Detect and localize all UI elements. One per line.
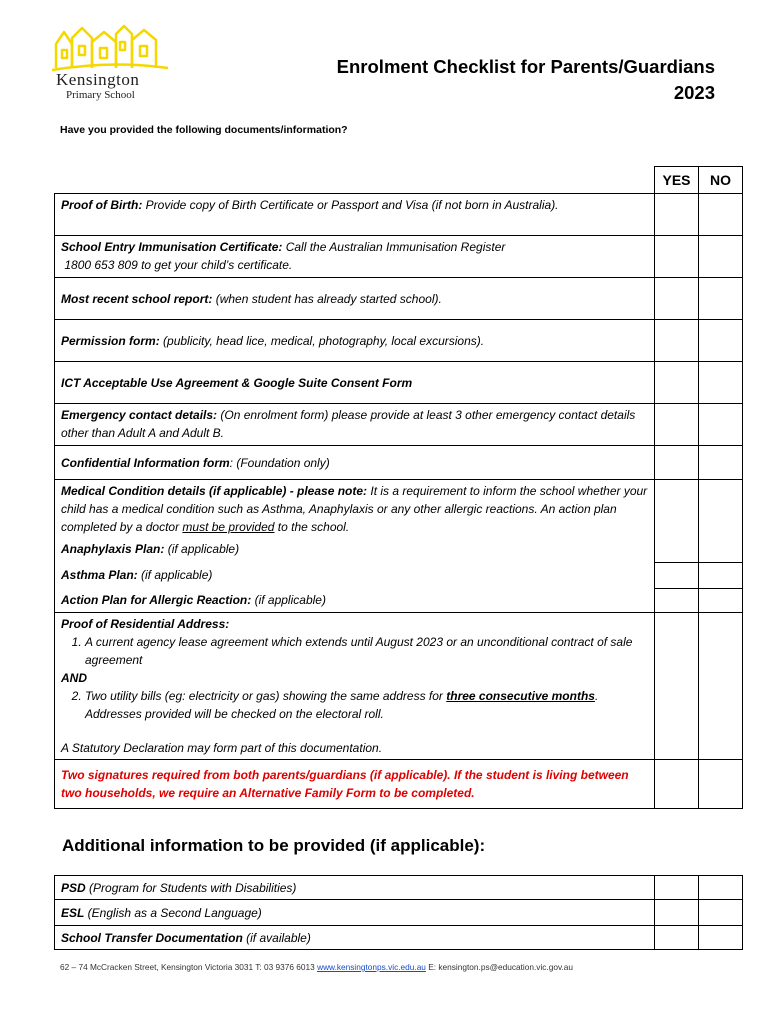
yes-checkbox[interactable] <box>655 900 699 926</box>
table-row <box>55 562 743 588</box>
yes-checkbox[interactable] <box>655 278 699 320</box>
psd-cell: PSD (Program for Students with Disabilities) <box>55 876 655 900</box>
yes-checkbox[interactable] <box>655 446 699 480</box>
yes-checkbox[interactable] <box>655 876 699 900</box>
yes-checkbox[interactable] <box>655 480 699 563</box>
no-checkbox[interactable] <box>699 446 743 480</box>
no-checkbox[interactable] <box>699 562 743 588</box>
no-checkbox[interactable] <box>699 926 743 950</box>
no-checkbox[interactable] <box>699 362 743 404</box>
table-row <box>55 876 743 900</box>
residential-item-2: 2. Two utility bills (eg: electricity or gas) showing the same address for three consecutive months. Addresses provided will be checked on the electoral roll. <box>85 687 648 723</box>
question-heading: Have you provided the following documents/information? <box>60 124 348 136</box>
school-logo <box>52 24 170 106</box>
page-title <box>337 54 715 106</box>
confidential-info-cell: Confidential Information form: (Foundation only) <box>55 446 655 480</box>
residential-address-cell: Proof of Residential Address: 1. A current agency lease agreement which extends until August 2023 or an unconditional contract of sale agreement AND 2. Two utility bills (eg: electricity or gas) showing the same address for three consecutive months. Addresses provided will be checked on the electoral roll. A Statutory Declaration may form part of this documentation. <box>55 612 655 759</box>
yes-checkbox[interactable] <box>655 926 699 950</box>
table-row <box>55 446 743 480</box>
proof-of-birth-cell: Proof of Birth: Provide copy of Birth Certificate or Passport and Visa (if not born in Australia). <box>55 194 655 236</box>
website-link[interactable]: www.kensingtonps.vic.edu.au <box>317 962 426 972</box>
checklist-table <box>54 166 743 809</box>
school-transfer-cell: School Transfer Documentation (if available) <box>55 926 655 950</box>
no-checkbox[interactable] <box>699 759 743 808</box>
table-row <box>55 900 743 926</box>
title-line-1: Enrolment Checklist for Parents/Guardians <box>336 56 715 77</box>
footer-address: 62 – 74 McCracken Street, Kensington Victoria 3031 T: 03 9376 6013 <box>60 962 318 972</box>
table-row <box>55 404 743 446</box>
yes-checkbox[interactable] <box>655 404 699 446</box>
no-checkbox[interactable] <box>699 404 743 446</box>
no-checkbox[interactable] <box>699 612 743 759</box>
header-blank-cell <box>55 167 655 194</box>
table-row <box>55 588 743 612</box>
no-checkbox[interactable] <box>699 320 743 362</box>
school-name: Kensington <box>56 70 140 89</box>
no-checkbox[interactable] <box>699 236 743 278</box>
table-row <box>55 538 743 562</box>
title-line-2: 2023 <box>673 82 715 103</box>
no-checkbox[interactable] <box>699 278 743 320</box>
asthma-cell: Asthma Plan: (if applicable) <box>55 562 655 588</box>
permission-form-cell: Permission form: (publicity, head lice, medical, photography, local excursions). <box>55 320 655 362</box>
additional-info-table <box>54 875 743 950</box>
yes-checkbox[interactable] <box>655 362 699 404</box>
yes-checkbox[interactable] <box>655 236 699 278</box>
yes-checkbox[interactable] <box>655 612 699 759</box>
yes-checkbox[interactable] <box>655 194 699 236</box>
page-footer <box>60 962 573 972</box>
table-header-row <box>55 167 743 194</box>
immunisation-cell: School Entry Immunisation Certificate: Call the Australian Immunisation Register 1800 653 809 to get your child’s certificate. <box>55 236 655 278</box>
footer-email: E: kensington.ps@education.vic.gov.au <box>425 962 574 972</box>
yes-checkbox[interactable] <box>655 588 699 612</box>
school-building-icon <box>52 24 170 72</box>
yes-checkbox[interactable] <box>655 320 699 362</box>
table-row <box>55 759 743 808</box>
yes-checkbox[interactable] <box>655 759 699 808</box>
signatures-cell: Two signatures required from both parents/guardians (if applicable). If the student is living between two households, we require an Alternative Family Form to be completed. <box>55 759 655 808</box>
table-row <box>55 926 743 950</box>
table-row <box>55 612 743 759</box>
medical-condition-cell: Medical Condition details (if applicable) - please note: It is a requirement to inform the school whether your child has a medical condition such as Asthma, Anaphylaxis or any other allergic reactions. An action plan completed by a doctor must be provided to the school. <box>55 480 655 539</box>
statutory-declaration-note: A Statutory Declaration may form part of this documentation. <box>61 740 383 755</box>
yes-checkbox[interactable] <box>655 562 699 588</box>
residential-item-1: 1. A current agency lease agreement which extends until August 2023 or an unconditional contract of sale agreement <box>85 633 648 669</box>
no-checkbox[interactable] <box>699 876 743 900</box>
table-row <box>55 236 743 278</box>
no-checkbox[interactable] <box>699 480 743 563</box>
school-subname: Primary School <box>66 89 135 101</box>
ict-agreement-cell: ICT Acceptable Use Agreement & Google Suite Consent Form <box>55 362 655 404</box>
allergic-reaction-cell: Action Plan for Allergic Reaction: (if applicable) <box>55 588 655 612</box>
no-checkbox[interactable] <box>699 588 743 612</box>
table-row <box>55 320 743 362</box>
table-row <box>55 278 743 320</box>
table-row <box>55 480 743 539</box>
no-column-header: NO <box>699 167 743 194</box>
school-report-cell: Most recent school report: (when student has already started school). <box>55 278 655 320</box>
table-row <box>55 362 743 404</box>
emergency-contact-cell: Emergency contact details: (On enrolment form) please provide at least 3 other emergency contact details other than Adult A and Adult B. <box>55 404 655 446</box>
no-checkbox[interactable] <box>699 900 743 926</box>
table-row <box>55 194 743 236</box>
esl-cell: ESL (English as a Second Language) <box>55 900 655 926</box>
no-checkbox[interactable] <box>699 194 743 236</box>
additional-info-title: Additional information to be provided (if applicable): <box>62 836 486 855</box>
anaphylaxis-cell: Anaphylaxis Plan: (if applicable) <box>55 538 655 562</box>
yes-column-header: YES <box>655 167 699 194</box>
